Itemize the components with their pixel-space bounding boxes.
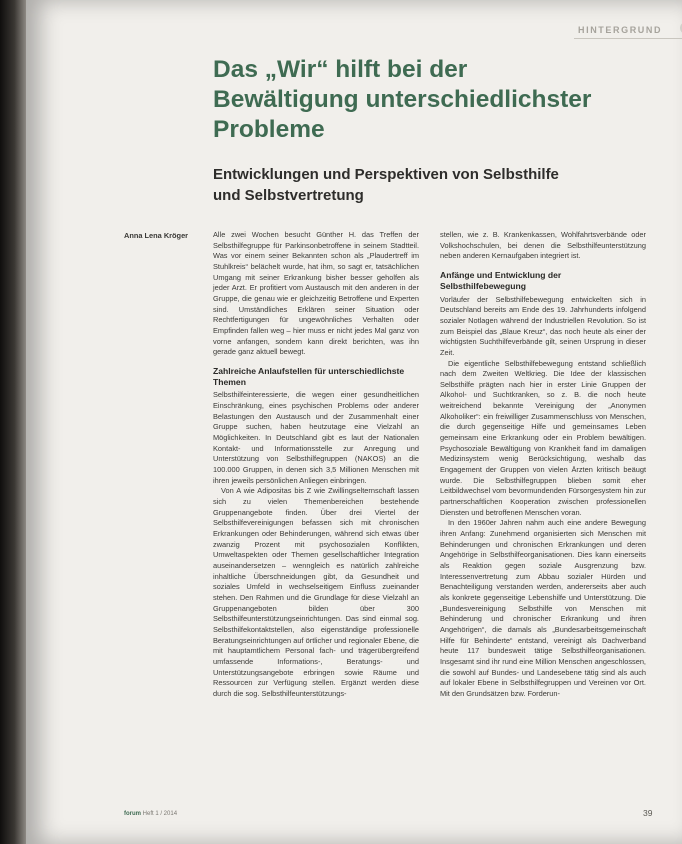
page-number: 39 [643,808,653,818]
article-title [213,55,653,145]
paragraph: Von A wie Adipositas bis Z wie Zwillingselternschaft lassen sich zu vielen Themenbereichen bestehende Gruppenangebote finden. Über drei Viertel der Selbsthilfevereinigungen befassen sich mit chronischen Erkrankungen oder Behinderungen, während sich etwas über zwanzig Prozent mit psychosozialen Konflikten, Umweltaspekten oder Themen gesellschaftlicher Integration auseinandersetzen – wenngleich es natürlich zahlreiche inhaltliche Überschneidungen gibt, da Gesundheit und soziales Umfeld in wechselseitigem Einfluss zueinander stehen. Den Rahmen und die Grundlage für diese Vielzahl an Gruppenangeboten bilden über 300 Selbsthilfeunterstützungseinrichtungen. Das sind einmal sog. Selbsthilfekontaktstellen, also eigenständige professionelle Beratungseinrichtungen auf örtlicher und regionaler Ebene, die mit hauptamtlichem Personal fach- und trägerübergreifend umfassende Informations-, Beratungs- und Unterstützungsangebote erbringen sowie Räume und Ressourcen zur Verfügung stellen. Ergänzt werden diese durch die sog. Selbsthilfeunterstützungs- [213,486,419,698]
section-label: HINTERGRUND [578,25,663,35]
author-name: Anna Lena Kröger [124,231,189,240]
article-subtitle [213,164,653,206]
paragraph: Alle zwei Wochen besucht Günther H. das Treffen der Selbsthilfegruppe für Parkinsonbetroffene in seinem Stadtteil. Was vor einem seiner Bekannten schon als „Plaudertreff im Stuhlkreis“ belächelt wurde, hat ihm, so sagt er, tatsächlichen Umgang mit seiner Erkrankung bisher besser geholfen als jeder Arzt. Er profitiert vom Austausch mit den anderen in der Gruppe, die genau wie er gleichzeitig Betroffene und Experten sind. Umständliches Erklären seiner Situation oder Rechtfertigungen für ungewöhnliches Verhalten oder Empfinden fallen weg – hier muss er nicht jedes Mal ganz von vorne anfangen, sondern kann direkt berichten, was ihn gerade ganz aktuell bewegt. [213,230,419,357]
page-gutter [0,0,26,844]
footer-publication [124,811,177,817]
section-heading: Zahlreiche Anlaufstellen für unterschiedlichste Themen [213,365,405,387]
title-line: Probleme [213,116,325,143]
text-column-right [440,230,646,700]
title-line: Das „Wir“ hilft bei der [213,56,468,83]
magazine-page [26,0,682,844]
section-rule [574,38,682,39]
subtitle-line: und Selbstvertretung [213,187,364,204]
paragraph: Selbsthilfeinteressierte, die wegen einer gesundheitlichen Einschränkung, eines psychischen Problems oder anderer Belastungen den Austausch und der Zusammenhalt einer Gruppe suchen, haben heutzutage eine Vielzahl an Möglichkeiten. In Deutschland gibt es laut der Nationalen Kontakt- und Informationsstelle zur Anregung und Unterstützung von Selbsthilfegruppen (NAKOS) an die 100.000 Gruppen, in denen sich 3,5 Millionen Menschen mit ihren jeweils persönlichen Anliegen einbringen. [213,390,419,485]
footer-brand: forum [124,811,141,817]
paragraph: In den 1960er Jahren nahm auch eine andere Bewegung ihren Anfang: Zunehmend organisierten sich Menschen mit Behinderungen und chronischen Erkrankungen und deren Angehörige in Selbsthilfeorganisationen. Dies kann einerseits als Reaktion gegen soziale Ausgrenzung bzw. Interessenvertretung zum Abbau sozialer Hürden und Benachteiligung verstanden werden, andererseits aber auch als konkrete gegenseitige Lebenshilfe und Unterstützung. Die „Bundesvereinigung Selbsthilfe von Menschen mit Behinderung und chronischer Erkrankung und ihren Angehörigen“, die damals als „Bundesarbeitsgemeinschaft Hilfe für Behinderte“ entstand, vereinigt als Dachverband heute 117 bundesweit tätige Selbsthilfeorganisationen. Insgesamt sind ihr rund eine Million Menschen angeschlossen, die sowohl auf Bundes- und Landesebene tätig sind als auch auf lokaler Ebene in Selbsthilfegruppen und Vereinen vor Ort. Mit den Grundsätzen bzw. Forderun- [440,518,646,698]
paragraph: Vorläufer der Selbsthilfebewegung entwickelten sich in Deutschland bereits am Ende des 19. Jahrhunderts infolgend sozialer Notlagen während der Industriellen Revolution. So ist zum Beispiel das „Blaue Kreuz“, das noch heute als einer der wichtigsten Suchthilfeverbände gilt, seinen Ursprung in dieser Zeit. [440,294,646,357]
title-line: Bewältigung unterschiedlichster [213,86,592,113]
footer-issue: Heft 1 / 2014 [142,811,178,817]
subtitle-line: Entwicklungen und Perspektiven von Selbsthilfe [213,166,559,183]
paragraph: Die eigentliche Selbsthilfebewegung entstand schließlich nach dem Zweiten Weltkrieg. Die Idee der klassischen Selbsthilfe prägten nach hier in erster Linie Gruppen der Alkohol- und Suchtkranken, so z. B. die noch heute weitreichend bekannte Vereinigung der „Anonymen Alkoholiker“: ein freiwilliger Zusammenschluss von Menschen, die durch gegenseitige Hilfe und gemeinsames Leben gemeinsam eine Erkrankung oder ein Problem bewältigen. Psychosoziale Bewältigung von Krankheit fand im damaligen Medizinsystem wenig Berücksichtigung, weshalb das Engagement der Gruppen von vielen Ärzten kritisch beäugt wurde. Die Selbsthilfegruppen blieben somit eher Leitbildwechsel vom bevormundenden Fürsorgesystem hin zur partnerschaftlichen Kooperation zwischen professionellen Diensten und betroffenen Menschen voran. [440,358,646,517]
paragraph: stellen, wie z. B. Krankenkassen, Wohlfahrtsverbände oder Volkshochschulen, bei denen die Selbsthilfeunterstützung neben anderen Kernaufgaben integriert ist. [440,230,646,261]
section-heading: Anfänge und Entwicklung der Selbsthilfebewegung [440,269,562,291]
text-column-left [213,230,419,700]
